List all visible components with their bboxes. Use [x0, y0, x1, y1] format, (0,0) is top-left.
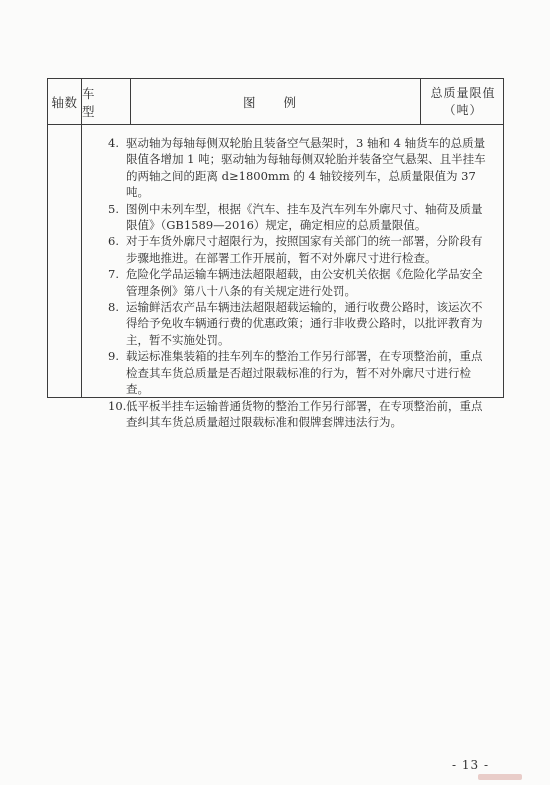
- note-item: [108, 398, 488, 431]
- note-item: [108, 266, 488, 299]
- column-divider: [81, 79, 82, 397]
- note-text: 危险化学品运输车辆违法超限超载，由公安机关依据《危险化学品安全管理条例》第八十八条的有关规定进行处罚。: [126, 267, 483, 298]
- note-text: 运输鲜活农产品车辆违法超限超载运输的，通行收费公路时，该运次不得给予免收车辆通行费的优惠政策；通行非收费公路时，以批评教育为主，暂不实施处罚。: [126, 300, 483, 347]
- header-vehicle-type: 车 型: [82, 86, 103, 119]
- note-item: [108, 201, 488, 234]
- note-number: 8.: [108, 300, 119, 315]
- note-number: 5.: [108, 201, 119, 216]
- note-text: 图例中未列车型，根据《汽车、挂车及汽车列车外廓尺寸、轴荷及质量限值》（GB1589—2016）规定，确定相应的总质量限值。: [126, 201, 483, 233]
- note-item: [108, 233, 488, 266]
- watermark-mark: [478, 774, 522, 780]
- note-number: 4.: [108, 136, 119, 150]
- note-number: 6.: [108, 234, 119, 249]
- note-text: 对于车货外廓尺寸超限行为，按照国家有关部门的统一部署，分阶段有步骤地推进。在部署工作开展前，暂不对外廓尺寸进行检查。: [126, 234, 483, 265]
- note-item: [108, 299, 488, 348]
- header-weight-limit-unit: （吨）: [443, 103, 483, 117]
- note-text: 驱动轴为每轴每侧双轮胎且装备空气悬架时，3 轴和 4 轴货车的总质量限值各增加 1 吨；驱动轴为每轴每侧双轮胎并装备空气悬架、且半挂车的两轴之间的距离 d≥1800mm 的 4 轴铰接列车，总质量限值为 37 吨。: [126, 136, 486, 200]
- notes-list: [108, 135, 488, 430]
- note-text: 低平板半挂车运输普通货物的整治工作另行部署，在专项整治前，重点查纠其车货总质量超过限载标准和假牌套牌违法行为。: [126, 398, 483, 429]
- note-text: 载运标准集装箱的挂车列车的整治工作另行部署，在专项整治前，重点检查其车货总质量是否超过限载标准的行为，暂不对外廓尺寸进行检查。: [126, 349, 483, 397]
- regulation-table: [47, 78, 504, 429]
- header-weight-limit: [421, 79, 505, 125]
- note-number: 10.: [108, 398, 127, 413]
- note-number: 7.: [108, 267, 119, 282]
- note-item: [108, 135, 488, 201]
- note-number: 9.: [108, 349, 119, 364]
- header-illustration: 图 例: [243, 95, 308, 110]
- header-weight-limit-line1: 总质量限值: [430, 86, 496, 100]
- note-item: [108, 348, 488, 397]
- page-number: - 13 -: [452, 758, 490, 772]
- header-axles: 轴数: [51, 95, 78, 110]
